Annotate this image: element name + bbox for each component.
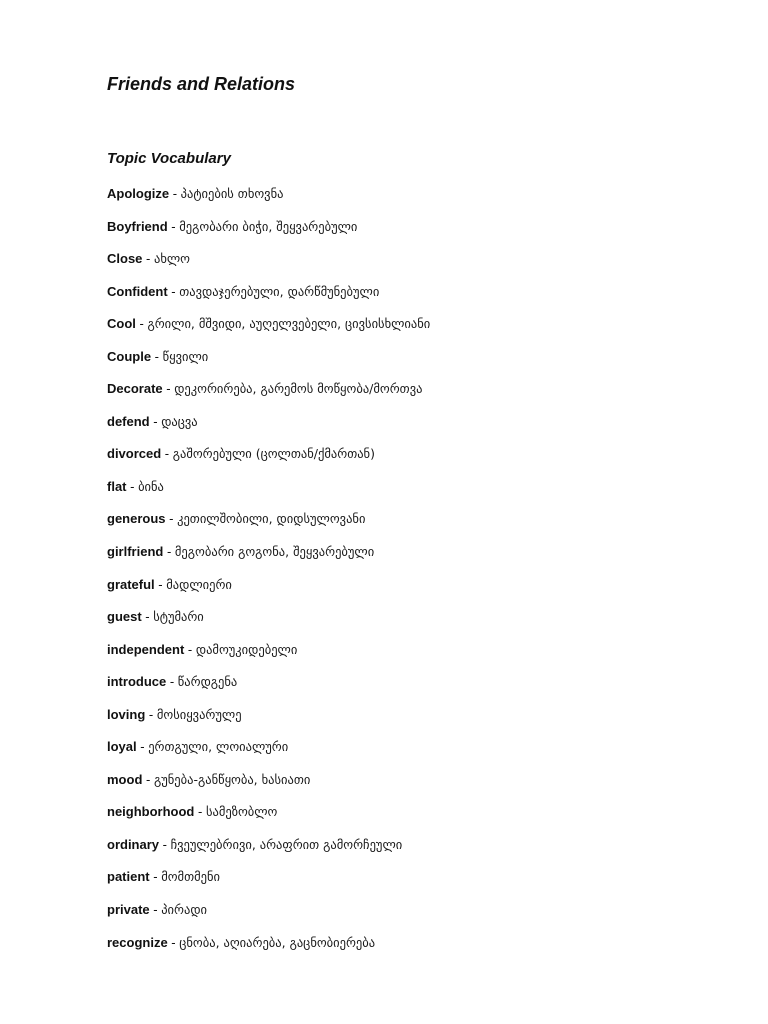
term-separator: - (166, 674, 178, 690)
vocabulary-definition: დამოუკიდებელი (195, 641, 298, 657)
vocabulary-term: loyal (107, 739, 137, 755)
term-separator: - (149, 869, 162, 885)
term-separator: - (162, 381, 175, 397)
vocabulary-term: private (107, 902, 150, 918)
vocabulary-entry (107, 477, 430, 510)
vocabulary-definition: დაცვა (161, 413, 198, 429)
vocabulary-definition: დეკორირება, გარემოს მოწყობა/მორთვა (174, 381, 423, 397)
vocabulary-definition: პირადი (161, 902, 208, 918)
vocabulary-entry (107, 444, 430, 477)
vocabulary-term: grateful (107, 576, 155, 592)
term-separator: - (167, 934, 180, 950)
vocabulary-term: divorced (107, 446, 162, 462)
vocabulary-entry (107, 737, 430, 770)
term-separator: - (167, 218, 180, 234)
vocabulary-term: girlfriend (107, 544, 164, 560)
vocabulary-entry (107, 802, 430, 835)
vocabulary-definition: წყვილი (162, 348, 209, 364)
vocabulary-entry (107, 542, 430, 575)
vocabulary-definition: ერთგული, ლოიალური (148, 739, 289, 755)
vocabulary-definition: ახლო (153, 251, 190, 267)
vocabulary-entry (107, 347, 430, 380)
vocabulary-definition: მეგობარი ბიჭი, შეყვარებული (179, 218, 358, 234)
vocabulary-definition: სამეზობლო (205, 804, 278, 820)
vocabulary-entry (107, 249, 430, 282)
vocabulary-definition: ბინა (138, 478, 164, 494)
vocabulary-definition: სტუმარი (153, 609, 204, 625)
vocabulary-term: ordinary (107, 836, 160, 852)
vocabulary-entry (107, 900, 430, 933)
term-separator: - (163, 544, 175, 560)
vocabulary-term: flat (107, 478, 127, 494)
vocabulary-definition: კეთილშობილი, დიდსულოვანი (177, 511, 366, 527)
vocabulary-list (107, 184, 430, 965)
term-separator: - (135, 316, 148, 332)
term-separator: - (184, 641, 196, 657)
vocabulary-definition: წარდგენა (177, 674, 238, 690)
vocabulary-definition: გრილი, მშვიდი, აუღელვებელი, ცივსისხლიანი (147, 316, 431, 332)
vocabulary-entry (107, 867, 430, 900)
vocabulary-definition: გაშორებული (ცოლთან/ქმართან) (172, 446, 375, 462)
vocabulary-entry (107, 282, 430, 315)
term-separator: - (136, 739, 149, 755)
term-separator: - (159, 836, 171, 852)
vocabulary-entry (107, 933, 430, 966)
vocabulary-entry (107, 672, 430, 705)
term-separator: - (167, 283, 180, 299)
vocabulary-entry (107, 509, 430, 542)
vocabulary-term: Apologize (107, 186, 170, 201)
vocabulary-definition: პატიების თხოვნა (180, 186, 284, 201)
term-separator: - (149, 902, 162, 918)
vocabulary-definition: მეგობარი გოგონა, შეყვარებული (174, 544, 375, 560)
term-separator: - (154, 576, 167, 592)
vocabulary-entry (107, 412, 430, 445)
vocabulary-definition: მომთმენი (161, 869, 220, 885)
vocabulary-entry (107, 705, 430, 738)
vocabulary-entry (107, 217, 430, 250)
vocabulary-entry (107, 379, 430, 412)
vocabulary-term: introduce (107, 674, 167, 690)
vocabulary-term: mood (107, 771, 143, 787)
section-title: Topic Vocabulary (107, 150, 231, 167)
term-separator: - (194, 804, 206, 820)
vocabulary-term: patient (107, 869, 150, 885)
term-separator: - (169, 186, 181, 201)
term-separator: - (141, 609, 154, 625)
vocabulary-entry (107, 575, 430, 608)
vocabulary-term: Close (107, 251, 143, 267)
vocabulary-term: Confident (107, 283, 168, 299)
vocabulary-term: Cool (107, 316, 136, 332)
vocabulary-entry (107, 835, 430, 868)
vocabulary-term: Couple (107, 348, 152, 364)
term-separator: - (142, 771, 154, 787)
vocabulary-entry (107, 184, 430, 217)
term-separator: - (165, 511, 178, 527)
vocabulary-term: generous (107, 511, 166, 527)
vocabulary-entry (107, 640, 430, 673)
term-separator: - (151, 348, 163, 364)
document-title: Friends and Relations (107, 74, 296, 94)
vocabulary-entry (107, 314, 430, 347)
vocabulary-term: independent (107, 641, 185, 657)
vocabulary-term: guest (107, 609, 142, 625)
vocabulary-definition: ცნობა, აღიარება, გაცნობიერება (179, 934, 376, 950)
vocabulary-definition: მოსიყვარულე (156, 706, 242, 722)
term-separator: - (149, 413, 162, 429)
vocabulary-term: neighborhood (107, 804, 195, 820)
vocabulary-definition: ჩვეულებრივი, არაფრით გამორჩეული (170, 836, 403, 852)
term-separator: - (126, 478, 139, 494)
vocabulary-term: Decorate (107, 381, 163, 397)
vocabulary-term: loving (107, 706, 146, 722)
vocabulary-definition: გუნება-განწყობა, ხასიათი (153, 771, 311, 787)
term-separator: - (142, 251, 154, 267)
vocabulary-term: Boyfriend (107, 218, 168, 234)
term-separator: - (145, 706, 157, 722)
vocabulary-definition: თავდაჯერებული, დარწმუნებული (179, 283, 380, 299)
vocabulary-definition: მადლიერი (166, 576, 232, 592)
vocabulary-term: defend (107, 413, 150, 429)
vocabulary-entry (107, 770, 430, 803)
term-separator: - (161, 446, 173, 462)
vocabulary-term: recognize (107, 934, 168, 950)
vocabulary-entry (107, 607, 430, 640)
